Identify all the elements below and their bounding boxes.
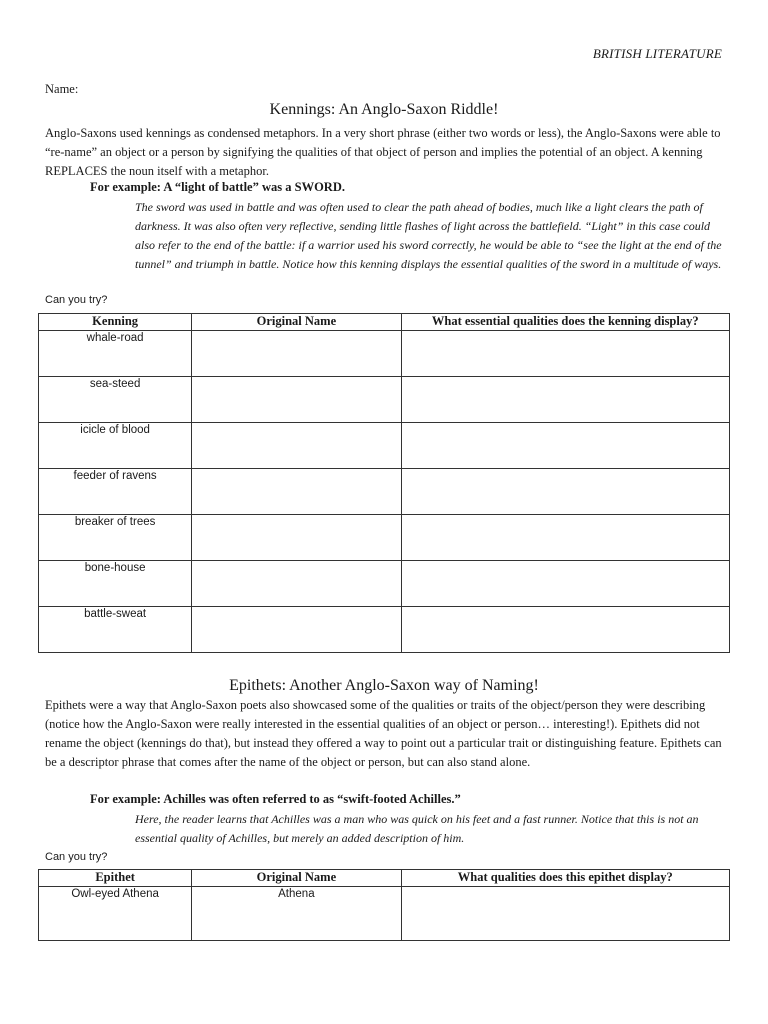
original-name-cell: Athena — [192, 887, 401, 941]
original-name-cell[interactable] — [192, 607, 401, 653]
original-name-cell[interactable] — [192, 561, 401, 607]
original-name-cell[interactable] — [192, 331, 401, 377]
qualities-cell[interactable] — [401, 423, 729, 469]
column-header: What qualities does this epithet display? — [401, 870, 729, 887]
name-label: Name: — [45, 82, 79, 96]
kenning-cell: breaker of trees — [39, 515, 192, 561]
table-row — [39, 515, 730, 561]
kenning-cell: whale-road — [39, 331, 192, 377]
qualities-cell[interactable] — [401, 515, 729, 561]
table-row — [39, 331, 730, 377]
kennings-example: For example: A “light of battle” was a SWORD. — [90, 180, 345, 194]
table-row — [39, 423, 730, 469]
original-name-cell[interactable] — [192, 423, 401, 469]
kenning-cell: sea-steed — [39, 377, 192, 423]
table-row — [39, 607, 730, 653]
epithets-table — [38, 869, 730, 941]
kennings-example-note: The sword was used in battle and was often used to clear the path ahead of bodies, much like a light clears the path of darkness. It was also often very reflective, sending little flashes of light across the battlefield. “Light” in this case could also refer to the end of the battle: if a warrior used his sword correctly, he would be able to “see the light at the end of the tunnel” and triumph in battle. Notice how this kenning displays the essential qualities of the sword in a multitude of ways. — [135, 200, 722, 271]
original-name-cell[interactable] — [192, 469, 401, 515]
kennings-try-prompt: Can you try? — [45, 294, 108, 306]
column-header: Original Name — [192, 870, 401, 887]
table-row — [39, 561, 730, 607]
epithets-paragraph: Epithets were a way that Anglo-Saxon poets also showcased some of the qualities or traits of the object/person they were describing (notice how the Anglo-Saxon were really interested in the essential qualities of an object or person… interesting!). Epithets did not rename the object (kennings do that), but instead they offered a way to point out a particular trait or distinguishing feature. Epithets can be a descriptor phrase that comes after the name of the object or person, but can also stand alone. — [45, 698, 722, 769]
column-header: Epithet — [39, 870, 192, 887]
table-header-row — [39, 314, 730, 331]
kennings-table — [38, 313, 730, 653]
table-row — [39, 377, 730, 423]
column-header: Original Name — [192, 314, 401, 331]
qualities-cell[interactable] — [401, 331, 729, 377]
epithets-title: Epithets: Another Anglo-Saxon way of Naming! — [229, 677, 539, 694]
epithet-cell: Owl-eyed Athena — [39, 887, 192, 941]
column-header: Kenning — [39, 314, 192, 331]
qualities-cell[interactable] — [401, 607, 729, 653]
qualities-cell[interactable] — [401, 469, 729, 515]
original-name-cell[interactable] — [192, 377, 401, 423]
table-row — [39, 887, 730, 941]
qualities-cell[interactable] — [401, 887, 729, 941]
kennings-paragraph: Anglo-Saxons used kennings as condensed metaphors. In a very short phrase (either two words or less), the Anglo-Saxons were able to “re-name” an object or a person by signifying the qualities of that object of person and implies the potential of an object. A kenning REPLACES the noun itself with a metaphor. — [45, 126, 721, 178]
epithets-example-note: Here, the reader learns that Achilles was a man who was quick on his feet and a fast runner. Notice that this is not an essential quality of Achilles, but merely an added description of him. — [135, 812, 699, 845]
epithets-try-prompt: Can you try? — [45, 851, 108, 863]
qualities-cell[interactable] — [401, 561, 729, 607]
kenning-cell: feeder of ravens — [39, 469, 192, 515]
table-row — [39, 469, 730, 515]
kennings-title: Kennings: An Anglo-Saxon Riddle! — [269, 101, 499, 118]
table-header-row — [39, 870, 730, 887]
original-name-cell[interactable] — [192, 515, 401, 561]
kenning-cell: battle-sweat — [39, 607, 192, 653]
kenning-cell: icicle of blood — [39, 423, 192, 469]
qualities-cell[interactable] — [401, 377, 729, 423]
course-header: BRITISH LITERATURE — [592, 46, 722, 61]
column-header: What essential qualities does the kenning display? — [401, 314, 729, 331]
kenning-cell: bone-house — [39, 561, 192, 607]
epithets-example: For example: Achilles was often referred to as “swift-footed Achilles.” — [90, 792, 461, 806]
